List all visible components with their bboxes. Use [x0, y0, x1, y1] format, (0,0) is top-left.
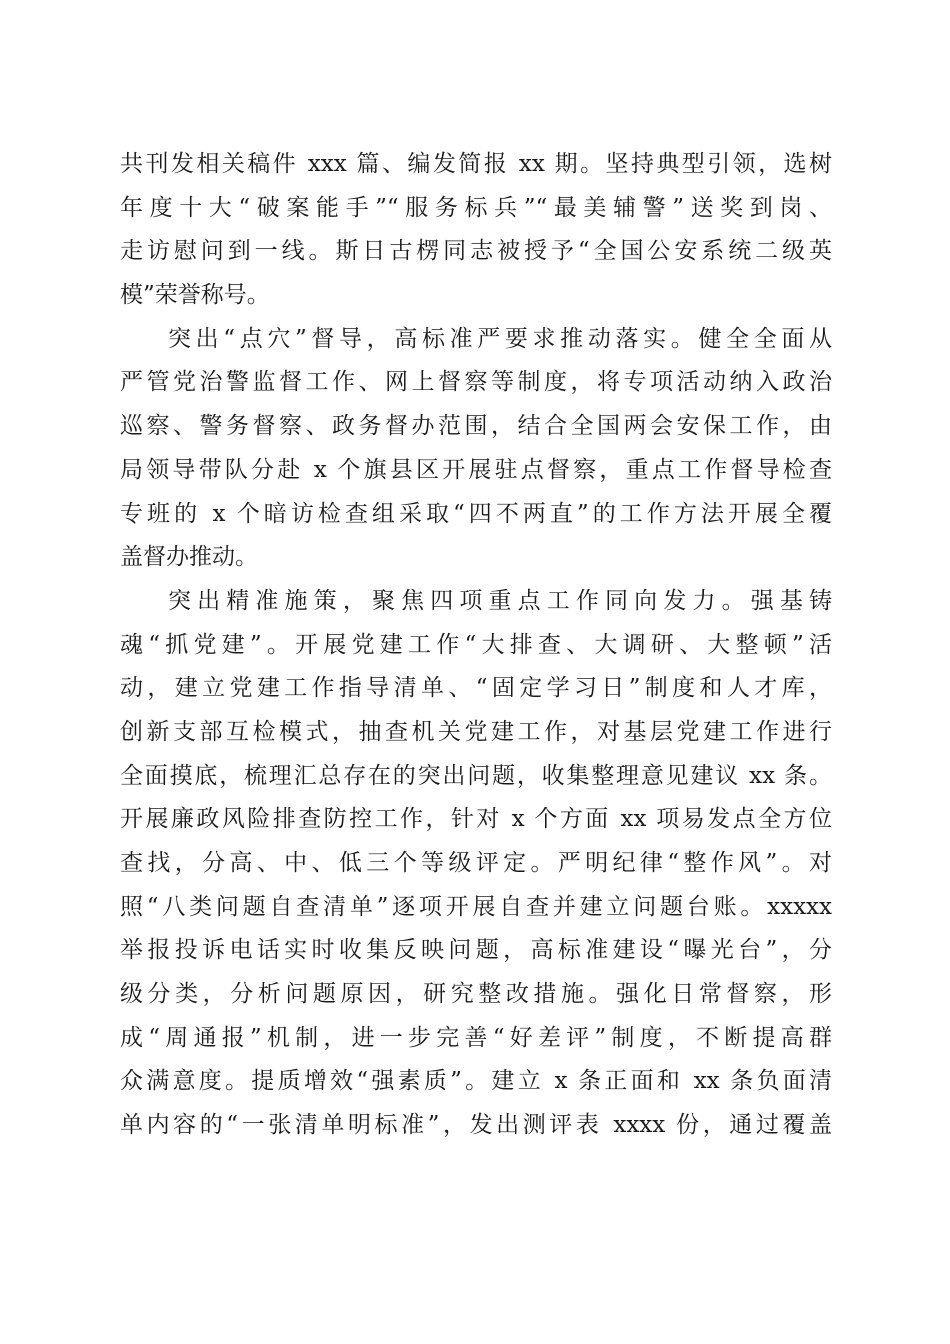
text-line: 模”荣誉称号。 [120, 282, 270, 309]
text-line: 年度十大“破案能手”“服务标兵”“最美辅警”送奖到岗、 [120, 194, 832, 221]
text-line: 走访慰问到一线。斯日古楞同志被授予“全国公安系统二级英 [120, 238, 832, 265]
text-line: 举报投诉电话实时收集反映问题，高标准建设“曝光台”，分 [120, 937, 832, 964]
text-line: 专班的 x 个暗访检查组采取“四不两直”的工作方法开展全覆 [120, 500, 832, 527]
text-line: 严管党治警监督工作、网上督察等制度，将专项活动纳入政治 [120, 369, 832, 396]
text-line: 动，建立党建工作指导清单、“固定学习日”制度和人才库， [120, 675, 832, 702]
paragraph-first-line: 突出“点穴”督导，高标准严要求推动落实。健全全面从 [168, 325, 832, 352]
text-line: 级分类，分析问题原因，研究整改措施。强化日常督察，形 [120, 981, 832, 1008]
text-line: 成“周通报”机制，进一步完善“好差评”制度，不断提高群 [120, 1024, 832, 1051]
text-line: 局领导带队分赴 x 个旗县区开展驻点督察，重点工作督导检查 [120, 456, 832, 483]
text-line: 魂“抓党建”。开展党建工作“大排查、大调研、大整顿”活 [120, 631, 832, 658]
text-line: 照“八类问题自查清单”逐项开展自查并建立问题台账。xxxxx [120, 893, 832, 920]
text-line: 创新支部互检模式，抽查机关党建工作，对基层党建工作进行 [120, 718, 832, 745]
text-line: 单内容的“一张清单明标准”，发出测评表 xxxx 份，通过覆盖 [120, 1112, 832, 1139]
text-line: 众满意度。提质增效“强素质”。建立 x 条正面和 xx 条负面清 [120, 1068, 832, 1095]
paragraph-first-line: 突出精准施策，聚焦四项重点工作同向发力。强基铸 [168, 587, 832, 614]
text-line: 查找，分高、中、低三个等级评定。严明纪律“整作风”。对 [120, 850, 832, 876]
text-line: 共刊发相关稿件 xxx 篇、编发简报 xx 期。坚持典型引领，选树 [120, 151, 832, 177]
text-line: 开展廉政风险排查防控工作，针对 x 个方面 xx 项易发点全方位 [120, 806, 832, 833]
text-line: 全面摸底，梳理汇总存在的突出问题，收集整理意见建议 xx 条。 [120, 762, 832, 789]
body-text [120, 143, 832, 1148]
text-line: 盖督办推动。 [120, 544, 258, 571]
text-line: 巡察、警务督察、政务督办范围，结合全国两会安保工作，由 [120, 413, 832, 440]
